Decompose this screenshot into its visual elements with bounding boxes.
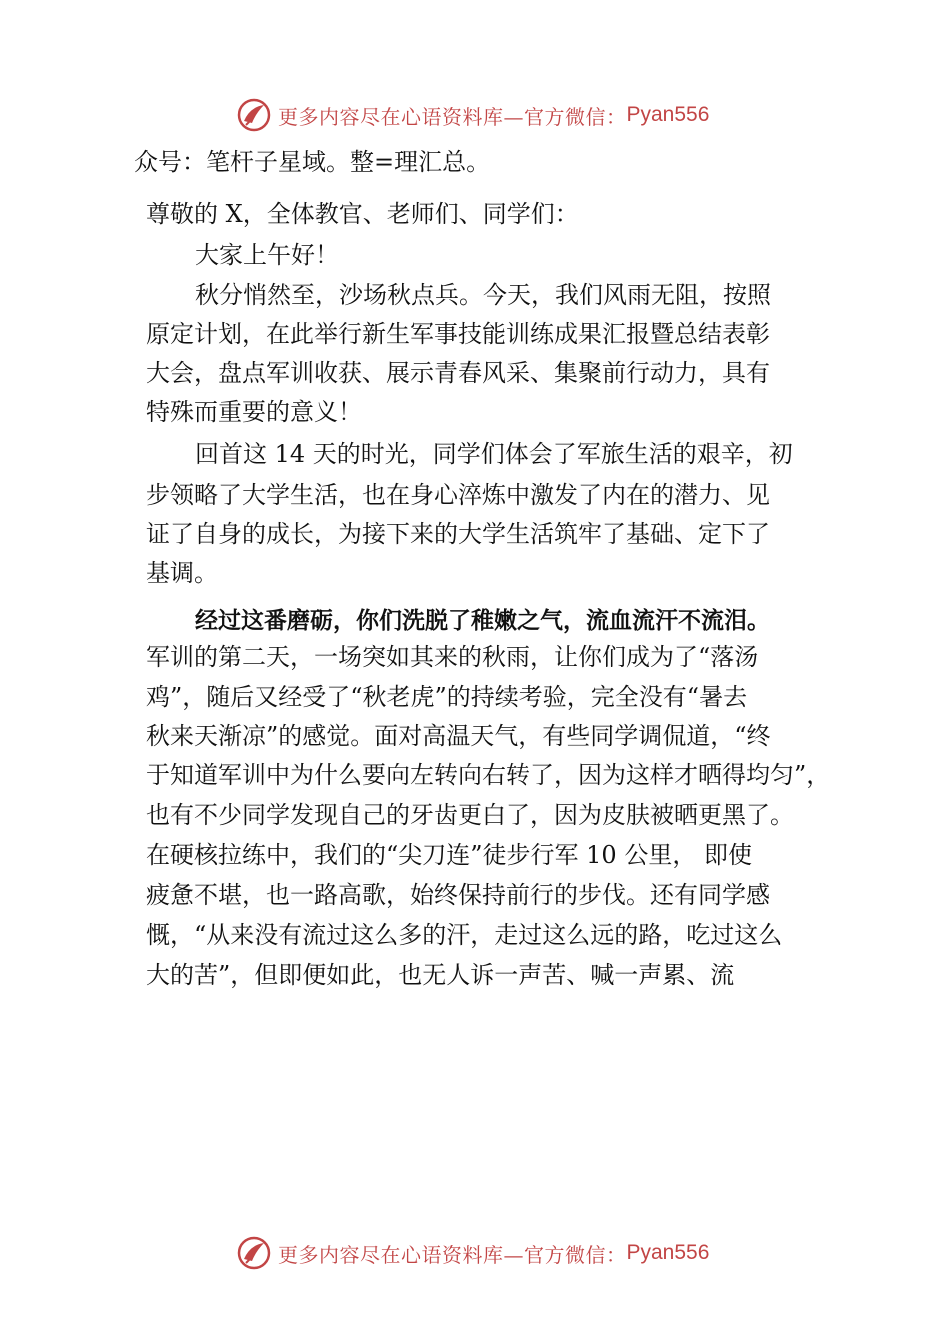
text-line: 秋来天渐凉”的感觉。面对高温天气，有些同学调侃道，“终 (146, 722, 771, 750)
text-line: 大家上午好！ (195, 241, 339, 269)
brush-logo-icon (236, 97, 272, 133)
text-line: 尊敬的 X，全体教官、老师们、同学们： (146, 200, 579, 228)
text-line: 在硬核拉练中，我们的“尖刀连”徒步行军 10 公里， 即使 (146, 841, 752, 869)
text-line: 回首这 14 天的时光，同学们体会了军旅生活的艰辛，初 (195, 440, 793, 468)
bold-heading-line: 经过这番磨砺，你们洗脱了稚嫩之气，流血流汗不流泪。 (195, 608, 770, 634)
text-line: 特殊而重要的意义！ (146, 398, 362, 426)
watermark-wechat-id: Pyan556 (626, 103, 710, 126)
watermark-text: 更多内容尽在心语资料库—官方微信： (278, 1242, 627, 1267)
watermark-wechat-id: Pyan556 (626, 1241, 710, 1264)
watermark-text: 更多内容尽在心语资料库—官方微信： (278, 104, 627, 129)
text-line: 大会，盘点军训收获、展示青春风采、集聚前行动力，具有 (146, 359, 770, 387)
text-line: 疲惫不堪，也一路高歌，始终保持前行的步伐。还有同学感 (146, 881, 770, 909)
text-line: 于知道军训中为什么要向左转向右转了，因为这样才晒得均匀”， (146, 761, 831, 789)
text-line: 大的苦”，但即便如此，也无人诉一声苦、喊一声累、流 (146, 961, 735, 989)
text-line: 基调。 (146, 559, 218, 587)
header-watermark (236, 95, 709, 135)
text-line: 慨，“从来没有流过这么多的汗，走过这么远的路，吃过这么 (146, 921, 783, 949)
text-line: 也有不少同学发现自己的牙齿更白了，因为皮肤被晒更黑了。 (146, 801, 794, 829)
text-line: 步领略了大学生活，也在身心淬炼中激发了内在的潜力、见 (146, 481, 770, 509)
text-line: 众号：笔杆子星域。整=理汇总。 (134, 148, 491, 176)
text-line: 证了自身的成长，为接下来的大学生活筑牢了基础、定下了 (146, 520, 770, 548)
brush-logo-icon (236, 1235, 272, 1271)
text-line: 军训的第二天，一场突如其来的秋雨，让你们成为了“落汤 (146, 643, 759, 671)
footer-watermark (236, 1233, 709, 1273)
text-line: 秋分悄然至，沙场秋点兵。今天，我们风雨无阻，按照 (195, 281, 771, 309)
text-line: 鸡”，随后又经受了“秋老虎”的持续考验，完全没有“暑去 (146, 683, 748, 711)
text-line: 原定计划，在此举行新生军事技能训练成果汇报暨总结表彰 (146, 320, 770, 348)
